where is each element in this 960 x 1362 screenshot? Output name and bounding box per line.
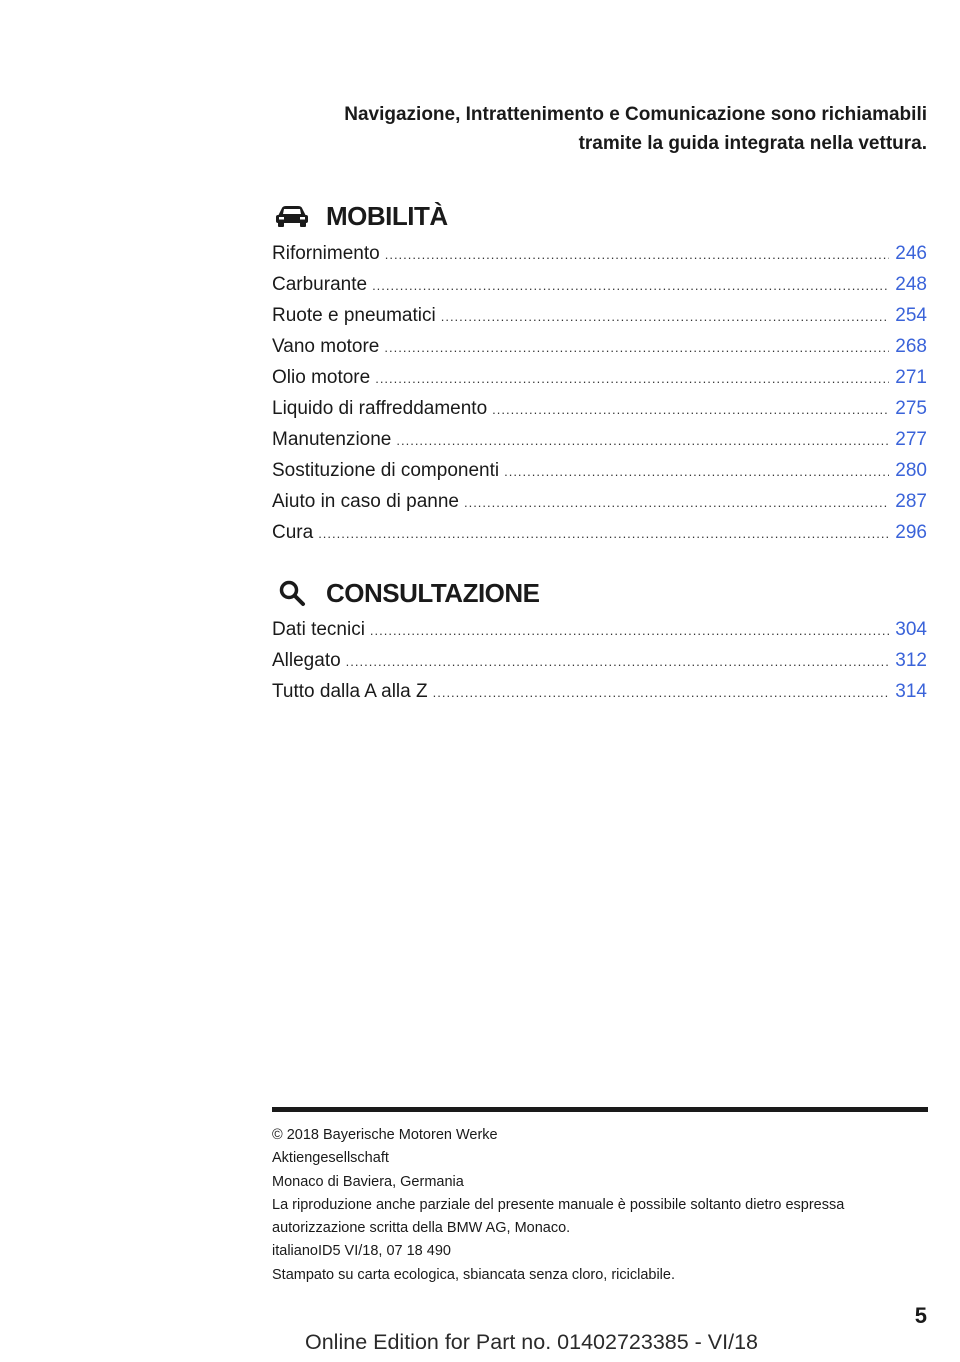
toc-entry[interactable] [272,300,927,331]
section-title: CONSULTAZIONE [326,577,540,608]
toc-entry-label: Carburante [272,274,368,295]
car-icon [272,196,312,236]
leader-dots [441,301,890,332]
intro-line-2: tramite la guida integrata nella vettura. [578,133,927,154]
toc-page-link[interactable]: 248 [895,274,927,295]
leader-dots [372,270,889,301]
imprint-line: italianoID5 VI/18, 07 18 490 [272,1243,451,1260]
magnifier-icon [272,573,312,613]
leader-dots [396,425,889,456]
toc-list-consultazione [272,614,927,707]
imprint-line: © 2018 Bayerische Motoren Werke [272,1127,498,1143]
footer-divider [272,1107,928,1112]
intro-text [227,100,927,158]
toc-page-link[interactable]: 304 [895,619,927,640]
section-heading-consultazione [272,573,540,613]
toc-page-link[interactable]: 271 [895,367,927,388]
toc-entry[interactable] [272,486,927,517]
toc-page-link[interactable]: 314 [895,681,927,702]
imprint-line: Monaco di Baviera, Germania [272,1173,464,1190]
imprint-line: Aktiengesellschaft [272,1150,389,1167]
imprint-line: Stampato su carta ecologica, sbiancata senza cloro, riciclabile. [272,1266,675,1283]
leader-dots [504,456,889,487]
toc-page-link[interactable]: 275 [895,398,927,419]
leader-dots [433,677,890,708]
toc-entry[interactable] [272,517,927,548]
leader-dots [384,332,889,363]
toc-page-link[interactable]: 280 [895,460,927,481]
imprint-line: autorizzazione scritta della BMW AG, Monaco. [272,1220,571,1237]
toc-page-link[interactable]: 254 [895,305,927,326]
toc-entry[interactable] [272,424,927,455]
leader-dots [385,239,890,270]
toc-entry[interactable] [272,645,927,676]
imprint [272,1124,928,1287]
toc-page-link[interactable]: 246 [895,243,927,264]
toc-entry-label: Olio motore [272,367,371,388]
toc-entry-label: Liquido di raffreddamento [272,398,488,419]
leader-dots [464,487,889,518]
section-title: MOBILITÀ [326,200,448,231]
toc-page-link[interactable]: 287 [895,491,927,512]
toc-entry-label: Allegato [272,650,341,671]
toc-entry-label: Manutenzione [272,429,392,450]
toc-entry-label: Aiuto in caso di panne [272,491,459,512]
toc-entry[interactable] [272,238,927,269]
intro-line-1: Navigazione, Intrattenimento e Comunicazione sono richiamabili [344,104,927,125]
toc-entry-label: Dati tecnici [272,619,365,640]
toc-entry-label: Rifornimento [272,243,380,264]
toc-entry-label: Ruote e pneumatici [272,305,436,326]
toc-page-link[interactable]: 296 [895,522,927,543]
leader-dots [370,615,889,646]
toc-entry-label: Vano motore [272,336,380,357]
toc-entry-label: Sostituzione di componenti [272,460,500,481]
leader-dots [318,518,889,549]
toc-list-mobilita [272,238,927,548]
toc-entry-label: Cura [272,522,314,543]
toc-entry[interactable] [272,455,927,486]
toc-entry[interactable] [272,676,927,707]
toc-entry[interactable] [272,614,927,645]
online-edition-watermark: Online Edition for Part no. 01402723385 - VI/18 [305,1330,759,1354]
toc-entry[interactable] [272,362,927,393]
leader-dots [492,394,889,425]
section-heading-mobilita [272,196,448,236]
toc-entry[interactable] [272,331,927,362]
toc-entry[interactable] [272,269,927,300]
toc-entry-label: Tutto dalla A alla Z [272,681,428,702]
imprint-line: La riproduzione anche parziale del presente manuale è possibile soltanto dietro espressa [272,1196,845,1213]
toc-page-link[interactable]: 312 [895,650,927,671]
toc-page-link[interactable]: 277 [895,429,927,450]
toc-entry[interactable] [272,393,927,424]
leader-dots [375,363,889,394]
toc-page-link[interactable]: 268 [895,336,927,357]
leader-dots [346,646,890,677]
page-number: 5 [914,1303,927,1328]
